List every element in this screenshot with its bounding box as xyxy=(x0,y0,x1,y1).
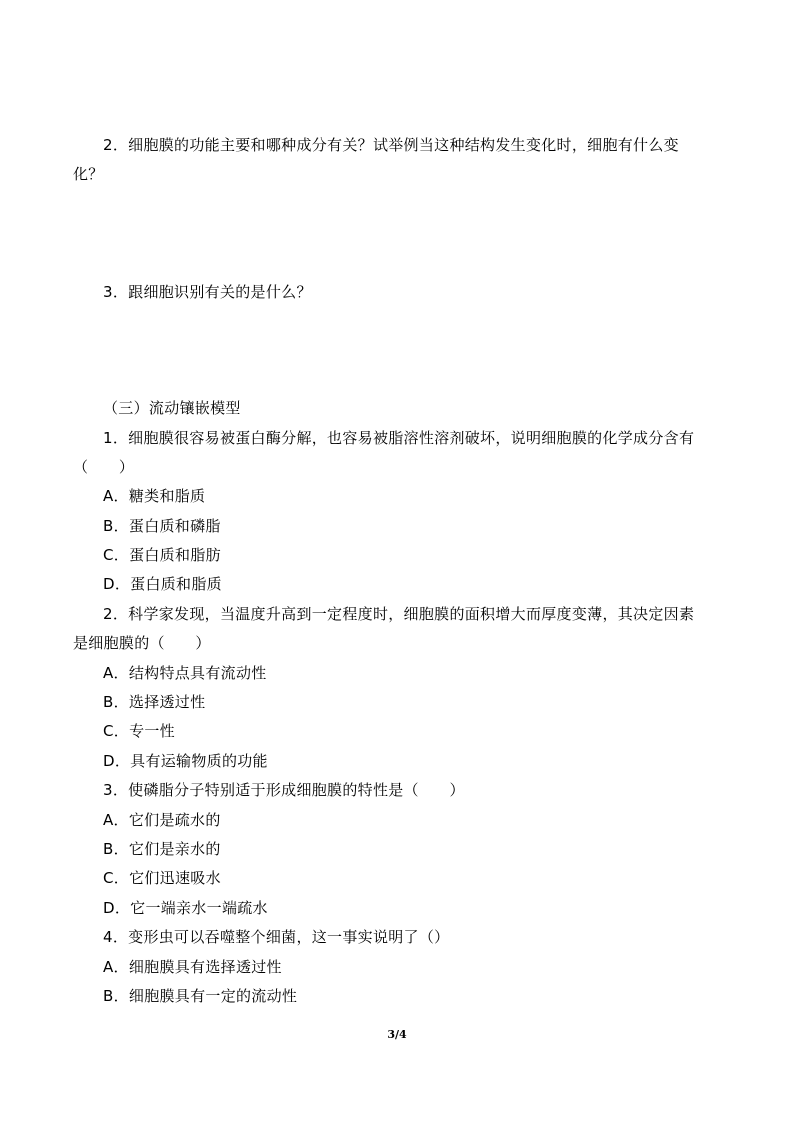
mc1-line1: 1．细胞膜很容易被蛋白酶分解，也容易被脂溶性溶剂破坏，说明细胞膜的化学成分含有 xyxy=(103,429,695,447)
section-title: （三）流动镶嵌模型 xyxy=(103,399,241,417)
mc3-option-a: A．它们是疏水的 xyxy=(103,811,221,829)
q2-line1: 2．细胞膜的功能主要和哪种成分有关？试举例当这种结构发生变化时，细胞有什么变 xyxy=(103,136,679,154)
mc3-option-b: B．它们是亲水的 xyxy=(103,840,221,858)
mc4-option-b: B．细胞膜具有一定的流动性 xyxy=(103,987,298,1005)
mc3-option-c: C．它们迅速吸水 xyxy=(103,869,221,887)
mc3-line: 3．使磷脂分子特别适于形成细胞膜的特性是（ ） xyxy=(103,781,465,799)
mc1-option-a: A．糖类和脂质 xyxy=(103,487,206,505)
mc4-option-a: A．细胞膜具有选择透过性 xyxy=(103,958,282,976)
mc1-option-b: B．蛋白质和磷脂 xyxy=(103,517,221,535)
mc4-line: 4．变形虫可以吞噬整个细菌，这一事实说明了（） xyxy=(103,928,450,946)
mc1-option-d: D．蛋白质和脂质 xyxy=(103,575,222,593)
mc2-line2: 是细胞膜的（ ） xyxy=(73,634,211,652)
page-number: 3/4 xyxy=(387,1028,407,1041)
mc2-line1: 2．科学家发现，当温度升高到一定程度时，细胞膜的面积增大而厚度变薄，其决定因素 xyxy=(103,605,695,623)
q3-line: 3．跟细胞识别有关的是什么？ xyxy=(103,283,312,301)
mc2-option-c: C．专一性 xyxy=(103,722,175,740)
mc3-option-d: D．它一端亲水一端疏水 xyxy=(103,899,268,917)
mc1-option-c: C．蛋白质和脂肪 xyxy=(103,546,221,564)
mc2-option-b: B．选择透过性 xyxy=(103,693,206,711)
mc2-option-a: A．结构特点具有流动性 xyxy=(103,664,267,682)
mc1-line2: （ ） xyxy=(73,458,135,476)
q2-line2: 化？ xyxy=(73,165,104,183)
mc2-option-d: D．具有运输物质的功能 xyxy=(103,752,268,770)
